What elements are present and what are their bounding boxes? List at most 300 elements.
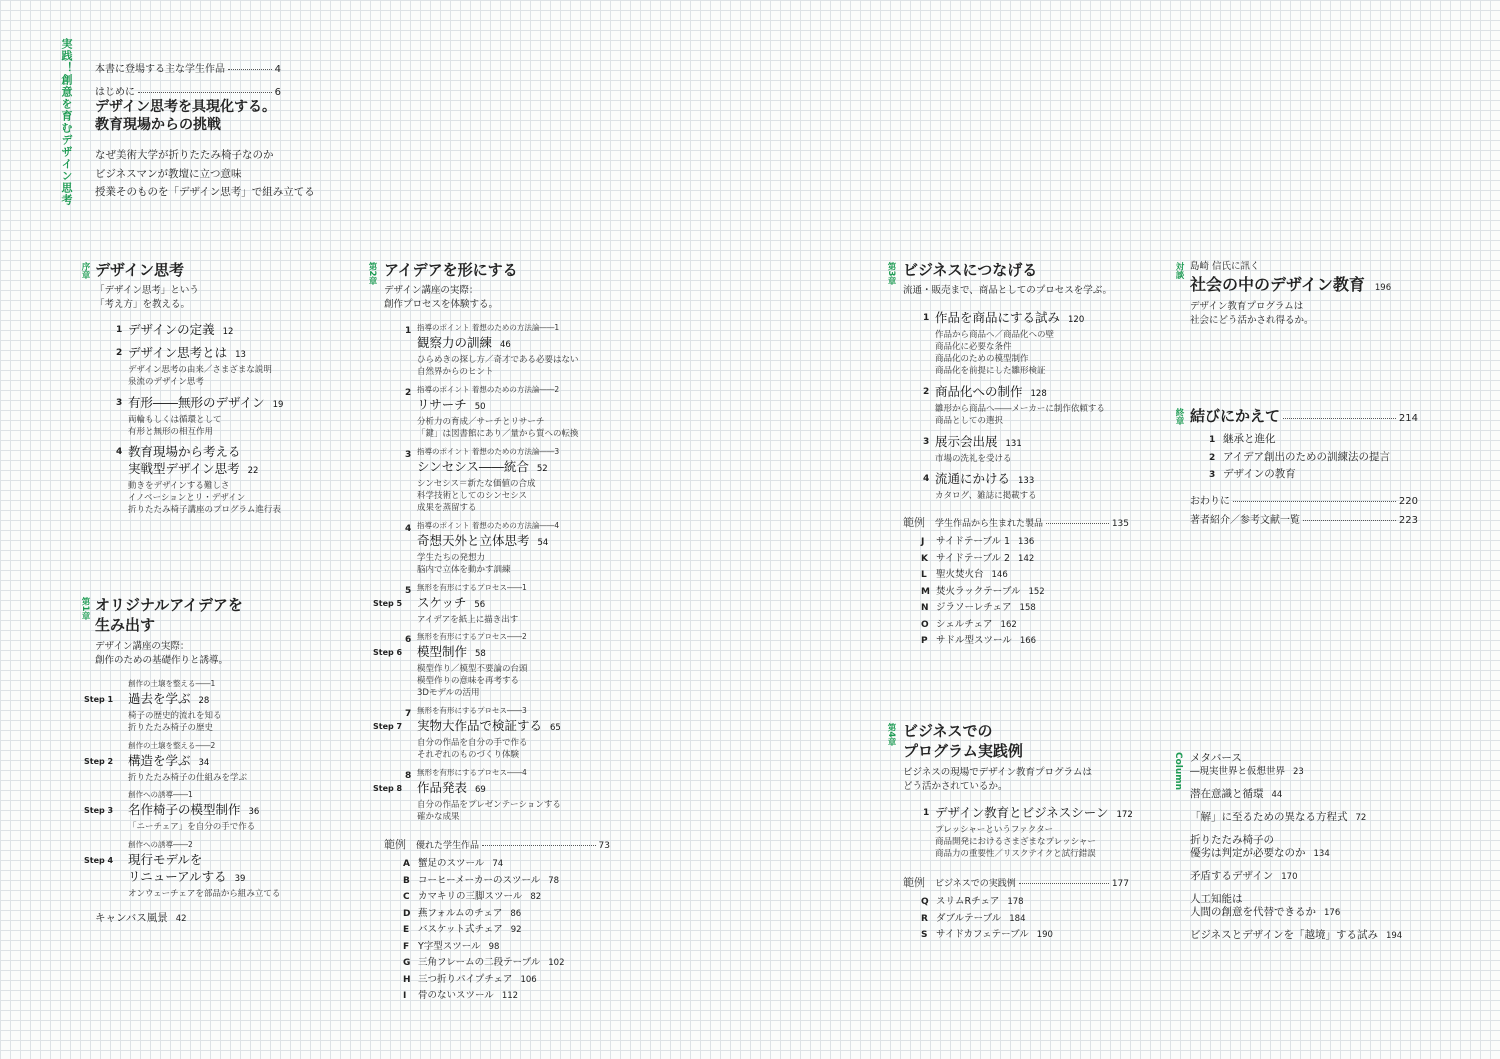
- item-kicker: 創作への誘導――2: [128, 840, 193, 849]
- entry-label: 本書に登場する主な学生作品: [95, 64, 225, 75]
- item-number: 4: [116, 447, 123, 457]
- item-title: アイデア創出のための訓練法の提言: [1223, 450, 1391, 463]
- item-sub: 模型作り／模型不要論の台頭: [417, 664, 528, 674]
- item-sub: オンウェーチェアを部品から組み立てる: [128, 889, 281, 899]
- toc-item[interactable]: [923, 383, 1195, 427]
- column-item[interactable]: [1190, 752, 1402, 779]
- item-kicker: 無形を有形にするプロセス――4: [417, 768, 527, 777]
- item-title: 継承と進化: [1223, 433, 1276, 445]
- item-page: 131: [1005, 439, 1022, 449]
- chapter-title-4[interactable]: [903, 721, 1023, 761]
- item-page: 42: [175, 914, 187, 924]
- toc-item[interactable]: [405, 322, 677, 378]
- item-sub: 科学技術としてのシンセシス: [417, 491, 528, 501]
- work-item[interactable]: [403, 939, 565, 956]
- taidan-page: 196: [1374, 283, 1392, 293]
- item-number: 1: [405, 326, 412, 336]
- item-sub: 商品としての選択: [935, 416, 1004, 426]
- item-title: 構造を学ぶ: [128, 753, 191, 768]
- toc-entry-works[interactable]: [95, 60, 281, 75]
- work-page: 158: [1019, 603, 1036, 613]
- product-works-list: [921, 534, 1045, 650]
- item-page: 120: [1068, 315, 1085, 325]
- item-title: スケッチ: [417, 595, 467, 610]
- item-sub: 成果を蒸留する: [417, 503, 477, 513]
- work-page: 78: [548, 875, 560, 886]
- work-title: 三角フレームの二段テーブル: [418, 957, 541, 968]
- desc-line: 創作のための基礎作りと誘導。: [95, 655, 229, 666]
- work-letter: L: [921, 570, 927, 580]
- work-item[interactable]: [921, 584, 1045, 601]
- hanrei-page: 135: [1111, 519, 1129, 529]
- toc-item[interactable]: [116, 321, 388, 341]
- leader-dots: [482, 845, 596, 846]
- item-sub: 分析力の育成／サーチとリサーチ: [417, 417, 545, 427]
- item-kicker: 創作の土壌を整える――1: [128, 679, 216, 688]
- item-title: 模型制作: [417, 644, 468, 659]
- chapter-label-2: 第2章: [367, 262, 377, 285]
- work-item[interactable]: [921, 927, 1053, 944]
- item-page: 133: [1018, 476, 1035, 486]
- item-page: 56: [474, 600, 486, 610]
- work-page: 142: [1018, 553, 1035, 564]
- leader-dots: [1233, 501, 1396, 502]
- entry-page: 220: [1398, 496, 1418, 507]
- work-item[interactable]: [403, 955, 565, 972]
- leader-dots: [228, 69, 272, 70]
- column-label: Column: [1173, 752, 1183, 791]
- item-title: 現行モデルを: [128, 852, 203, 867]
- leader-dots: [1283, 418, 1396, 419]
- work-item[interactable]: [921, 633, 1045, 650]
- hanrei-mark: 範例: [903, 876, 925, 889]
- desc-line: どう活かされているか。: [903, 781, 1008, 792]
- item-page: 39: [234, 874, 246, 884]
- item-sub: 動きをデザインする難しさ: [128, 481, 230, 491]
- work-page: 136: [1018, 537, 1035, 547]
- desc-line: 流通・販売まで、商品としてのプロセスを学ぶ。: [903, 285, 1113, 296]
- item-sub: ひらめきの探し方／奇才である必要はない: [417, 355, 579, 365]
- item-page: 54: [537, 538, 549, 548]
- shu-items: [1209, 431, 1390, 484]
- item-page: 69: [475, 785, 486, 795]
- intro-title-line: 教育現場からの挑戦: [95, 117, 221, 133]
- work-title: サドル型スツール: [936, 635, 1012, 646]
- shu-title: 結びにかえて: [1190, 407, 1281, 425]
- item-number: 3: [116, 398, 123, 408]
- item-title-2: リニューアルする: [128, 869, 227, 884]
- item-sub: プレッシャーというファクター: [935, 825, 1054, 835]
- step-label: Step 1: [84, 695, 114, 704]
- item-number: 7: [405, 709, 412, 719]
- item-page: 128: [1030, 389, 1047, 399]
- item-number: 8: [405, 771, 412, 781]
- work-item[interactable]: [921, 894, 1053, 911]
- work-item[interactable]: [403, 856, 565, 873]
- work-title: 三つ折りパイプチェア: [418, 973, 513, 985]
- work-page: 190: [1036, 930, 1053, 940]
- column-title: 潜在意識と循環: [1190, 788, 1264, 800]
- step-label: Step 4: [84, 856, 114, 865]
- item-title: キャンバス風景: [95, 912, 168, 924]
- item-title: シンセシス――統合: [417, 459, 529, 474]
- item-sub: 折りたたみ椅子の歴史: [128, 723, 214, 733]
- shu-page: 214: [1398, 413, 1418, 424]
- leader-dots: [1019, 883, 1109, 884]
- shu-item[interactable]: [1209, 431, 1390, 449]
- toc-item[interactable]: [84, 740, 388, 784]
- work-title: 蟹足のスツール: [418, 858, 485, 869]
- work-letter: K: [921, 553, 928, 564]
- column-title-2: ―現実世界と仮想世界: [1190, 766, 1286, 777]
- work-page: 112: [501, 991, 519, 1001]
- desc-line: デザイン講座の実際：: [384, 285, 479, 296]
- work-title: サイドテーブル 2: [936, 552, 1011, 564]
- column-item[interactable]: [1190, 929, 1402, 943]
- item-page: 65: [550, 723, 561, 733]
- item-page: 34: [198, 758, 210, 768]
- item-sub: 商品開発におけるさまざまなプレッシャー: [935, 837, 1096, 847]
- item-title: 名作椅子の模型制作: [128, 802, 241, 817]
- work-page: 146: [991, 570, 1008, 580]
- toc-item[interactable]: [373, 631, 677, 699]
- item-sub: 商品化を前提にした雛形検証: [935, 366, 1046, 376]
- item-sub: 自分の作品を自分の手で作る: [417, 738, 528, 748]
- toc-item[interactable]: [84, 839, 388, 900]
- item-page: 52: [536, 464, 548, 474]
- work-letter: P: [921, 636, 928, 646]
- toc-item[interactable]: [405, 520, 677, 576]
- column-page: 176: [1324, 908, 1341, 918]
- item-title: 作品を商品にする試み: [935, 310, 1061, 325]
- item-title-2: 実戦型デザイン思考: [128, 461, 240, 476]
- item-number: 2: [923, 387, 930, 397]
- toc-item[interactable]: [923, 804, 1195, 860]
- item-kicker: 無形を有形にするプロセス――1: [417, 583, 527, 592]
- item-title: 過去を学ぶ: [128, 691, 191, 706]
- column-item[interactable]: [1190, 834, 1402, 861]
- toc-item[interactable]: [373, 767, 677, 823]
- item-title: 実物大作品で検証する: [417, 718, 543, 733]
- desc-line: 創作プロセスを体験する。: [384, 299, 499, 310]
- column-item[interactable]: [1190, 870, 1402, 884]
- entry-label: おわりに: [1190, 496, 1230, 507]
- entry-page: 6: [274, 87, 281, 98]
- taidan-kicker: 島崎 信氏に訊く: [1190, 261, 1260, 272]
- work-item[interactable]: [403, 922, 565, 939]
- chapter-desc-jo: [95, 284, 199, 312]
- work-item[interactable]: [921, 567, 1045, 584]
- item-kicker: 指導のポイント 着想のための方法論――3: [417, 447, 560, 456]
- shu-item[interactable]: [1209, 449, 1390, 467]
- item-title: 有形――無形のデザイン: [128, 395, 265, 410]
- item-title: 奇想天外と立体思考: [417, 533, 530, 548]
- item-sub: シンセシス＝新たな価値の合成: [417, 479, 536, 489]
- entry-page: 4: [274, 64, 281, 75]
- item-title: デザインの定義: [128, 322, 215, 337]
- work-page: 102: [548, 958, 565, 968]
- work-page: 86: [510, 908, 522, 919]
- toc-item[interactable]: [116, 344, 388, 388]
- column-title: メタバース: [1190, 752, 1242, 764]
- chapter-label-1: 第1章: [80, 597, 90, 620]
- work-page: 92: [510, 925, 522, 935]
- item-page: 28: [198, 696, 210, 706]
- item-sub: 商品力の重要性／リスクテイクと試行錯誤: [935, 849, 1096, 859]
- work-item[interactable]: [403, 873, 565, 890]
- item-number: 1: [923, 808, 930, 818]
- item-sub: 自然界からのヒント: [417, 367, 494, 377]
- item-sub: 雛形から商品へ――メーカーに制作依頼する: [935, 404, 1105, 414]
- item-sub: 作品から商品へ／商品化への壁: [935, 330, 1055, 340]
- toc-item[interactable]: [84, 678, 388, 734]
- entry-label: はじめに: [95, 87, 135, 98]
- work-title: バスケット式チェア: [418, 924, 503, 935]
- entry-label: 著者紹介／参考文献一覧: [1190, 515, 1300, 526]
- business-works-list: [921, 894, 1053, 944]
- item-title: リサーチ: [417, 397, 467, 412]
- chapter-label-3: 第3章: [886, 262, 896, 285]
- work-title: ダブルテーブル: [936, 912, 1002, 924]
- item-sub: 自分の作品をプレゼンテーションする: [417, 800, 561, 810]
- work-title: Y字型スツール: [418, 940, 481, 952]
- book-title: 実践！創意を育むデザイン思考: [60, 38, 73, 206]
- leader-dots: [138, 92, 272, 93]
- item-number: 3: [923, 437, 930, 447]
- work-letter: A: [403, 859, 410, 869]
- item-page: 13: [235, 350, 246, 360]
- step-label: Step 2: [84, 757, 114, 766]
- item-sub: 折りたたみ椅子講座のプログラム進行表: [128, 505, 281, 515]
- chapter-title-3[interactable]: ビジネスにつなげる: [903, 261, 1038, 279]
- work-item[interactable]: [403, 889, 565, 906]
- item-sub: 3Dモデルの活用: [417, 688, 480, 698]
- column-page: 72: [1355, 813, 1367, 823]
- work-title: ジラソーレチェア: [936, 602, 1012, 613]
- column-title: 矛盾するデザイン: [1190, 870, 1274, 882]
- chapter-title-2[interactable]: アイデアを形にする: [384, 261, 518, 279]
- intro-title: [95, 98, 276, 134]
- item-kicker: 無形を有形にするプロセス――2: [417, 632, 527, 641]
- item-sub: 両輪もしくは循環として: [128, 415, 222, 425]
- item-page: 50: [474, 402, 486, 412]
- toc-item[interactable]: [923, 309, 1195, 377]
- desc-line: デザイン教育プログラムは: [1190, 301, 1304, 312]
- toc-item[interactable]: [923, 470, 1195, 502]
- column-title: ビジネスとデザインを「越境」する試み: [1190, 929, 1378, 941]
- work-letter: B: [403, 875, 410, 886]
- item-number: 2: [405, 388, 412, 398]
- work-item[interactable]: [921, 551, 1045, 568]
- taidan-desc: [1190, 300, 1314, 328]
- item-sub: 脳内で立体を動かす訓練: [417, 565, 511, 575]
- toc-item[interactable]: [116, 394, 388, 438]
- chapter-desc-1: [95, 640, 228, 668]
- column-page: 134: [1313, 849, 1330, 859]
- chapter-title-line: 生み出す: [95, 616, 156, 634]
- work-item[interactable]: [403, 906, 565, 923]
- toc-item[interactable]: [405, 446, 677, 514]
- item-number: 3: [405, 450, 412, 460]
- column-item[interactable]: [1190, 811, 1402, 825]
- toc-item[interactable]: [373, 705, 677, 761]
- work-letter: Q: [921, 897, 929, 907]
- work-item[interactable]: [921, 534, 1045, 551]
- desc-line: 社会にどう活かされ得るか。: [1190, 315, 1314, 326]
- item-title: デザイン教育とビジネスシーン: [935, 805, 1109, 820]
- work-letter: I: [403, 991, 407, 1001]
- work-item[interactable]: [921, 911, 1053, 928]
- taidan-label: 対談: [1174, 262, 1184, 279]
- taidan-title[interactable]: [1190, 275, 1391, 298]
- chapter-title-1[interactable]: [95, 595, 243, 635]
- item-sub: アイデアを紙上に描き出す: [417, 615, 519, 625]
- column-item[interactable]: [1190, 788, 1402, 802]
- item-page: 172: [1116, 810, 1133, 820]
- intro-line[interactable]: 授業そのものを「デザイン思考」で組み立てる: [95, 186, 315, 198]
- hanrei-header[interactable]: [384, 836, 610, 852]
- work-letter: D: [403, 908, 411, 919]
- step-label: Step 7: [373, 722, 403, 731]
- chapter-title-line: プログラム実践例: [903, 742, 1023, 760]
- column-title-2: 人間の創意を代替できるか: [1190, 906, 1316, 918]
- work-title: サイドカフェテーブル: [936, 929, 1029, 940]
- column-title: 折りたたみ椅子の: [1190, 834, 1274, 846]
- work-letter: O: [921, 619, 929, 630]
- item-number: 6: [405, 635, 412, 645]
- item-sub: カタログ、雑誌に掲載する: [935, 491, 1037, 501]
- chapter-label-shu: 終章: [1174, 408, 1184, 425]
- hanrei-page: 177: [1111, 879, 1129, 889]
- item-title: 流通にかける: [935, 471, 1011, 486]
- column-title-2: 優劣は判定が必要なのか: [1190, 847, 1306, 859]
- intro-line[interactable]: なぜ美術大学が折りたたみ椅子なのか: [95, 149, 274, 161]
- desc-line: 「考え方」を教える。: [95, 299, 191, 310]
- desc-line: デザイン講座の実際：: [95, 641, 190, 652]
- toc-item-canvas[interactable]: [95, 912, 355, 925]
- chapter-label-4: 第4章: [886, 723, 896, 746]
- work-title: コーヒーメーカーのスツール: [418, 874, 541, 886]
- work-item[interactable]: [403, 972, 565, 989]
- item-page: 46: [500, 340, 511, 350]
- work-letter: N: [921, 603, 929, 613]
- column-title: 人工知能は: [1190, 893, 1243, 905]
- work-letter: S: [921, 930, 928, 940]
- item-number: 4: [405, 524, 412, 534]
- item-number: 3: [1209, 470, 1216, 480]
- chapter-title-jo[interactable]: デザイン思考: [95, 261, 184, 279]
- step-label: Step 3: [84, 806, 114, 815]
- intro-line[interactable]: ビジネスマンが教壇に立つ意味: [95, 167, 242, 180]
- item-number: 2: [1209, 452, 1216, 463]
- work-title: 燕フォルムのチェア: [418, 907, 503, 919]
- column-item[interactable]: [1190, 893, 1402, 920]
- hanrei-label: ビジネスでの実践例: [935, 879, 1016, 889]
- work-letter: G: [403, 958, 411, 968]
- item-sub: 「ニーチェア」を自分の手で作る: [128, 822, 256, 832]
- step-label: Step 8: [373, 784, 403, 793]
- work-title: 骨のないスツール: [418, 990, 494, 1001]
- work-letter: M: [921, 586, 930, 597]
- item-sub: 市場の洗礼を受ける: [935, 454, 1012, 464]
- shu-item[interactable]: [1209, 466, 1390, 484]
- toc-item[interactable]: [116, 443, 388, 516]
- item-title: デザインの教育: [1223, 468, 1296, 480]
- work-title: スリムRチェア: [936, 896, 1000, 907]
- item-sub: イノベーションとリ・デザイン: [128, 493, 246, 503]
- item-sub: デザイン思考の由来／さまざまな説明: [128, 365, 272, 375]
- work-letter: F: [403, 941, 410, 952]
- work-page: 152: [1028, 586, 1045, 597]
- toc-item[interactable]: [405, 384, 677, 440]
- work-page: 166: [1019, 636, 1037, 646]
- hanrei-page: 73: [598, 841, 610, 851]
- chapter-desc-4: [903, 766, 1092, 794]
- hanrei-header[interactable]: [903, 514, 1129, 530]
- column-page: 194: [1385, 931, 1403, 941]
- work-letter: C: [403, 892, 410, 902]
- chapter-desc-2: [384, 284, 498, 312]
- item-page: 12: [222, 327, 234, 337]
- item-title: 作品発表: [417, 780, 468, 795]
- item-sub: それぞれのものづくり体験: [417, 750, 520, 760]
- hanrei-header[interactable]: [903, 874, 1129, 890]
- work-title: 焚火ラックテーブル: [936, 585, 1021, 597]
- item-sub: 泉流のデザイン思考: [128, 377, 204, 387]
- toc-entry-author[interactable]: [1190, 511, 1418, 526]
- item-page: 22: [247, 466, 259, 476]
- work-title: シェルチェア: [936, 618, 993, 630]
- work-letter: H: [403, 974, 411, 985]
- item-number: 4: [923, 474, 930, 484]
- work-item[interactable]: [921, 617, 1045, 634]
- column-page: 44: [1271, 790, 1283, 800]
- column-page: 23: [1293, 767, 1304, 777]
- work-page: 106: [520, 974, 537, 985]
- toc-entry-hajimeni[interactable]: [95, 83, 281, 98]
- toc-item[interactable]: [373, 582, 677, 626]
- work-item[interactable]: [921, 600, 1045, 617]
- work-item[interactable]: [403, 988, 565, 1005]
- work-title: 聖火焚火台: [936, 569, 984, 580]
- toc-item[interactable]: [923, 433, 1195, 465]
- item-kicker: 指導のポイント 着想のための方法論――2: [417, 385, 560, 394]
- step-label: Step 5: [373, 599, 403, 608]
- item-number: 1: [923, 313, 930, 323]
- toc-item[interactable]: [84, 789, 388, 833]
- hanrei-mark: 範例: [384, 838, 406, 851]
- chapter-title-shu[interactable]: [1190, 405, 1418, 426]
- hanrei-mark: 範例: [903, 516, 925, 529]
- item-sub: 商品化のための模型制作: [935, 354, 1029, 364]
- work-page: 98: [488, 941, 500, 952]
- item-title: 観察力の訓練: [417, 335, 493, 350]
- column-list: [1190, 752, 1402, 943]
- item-sub: 模型作りの意味を再考する: [417, 676, 520, 686]
- item-page: 58: [475, 649, 486, 659]
- item-title: 展示会出展: [935, 434, 998, 449]
- work-letter: E: [403, 925, 410, 935]
- item-sub: 学生たちの発想力: [417, 553, 486, 563]
- chapter-title-line: オリジナルアイデアを: [95, 596, 243, 614]
- chapter-title-line: ビジネスでの: [903, 722, 993, 740]
- work-page: 74: [492, 859, 504, 869]
- taidan-title-text: 社会の中のデザイン教育: [1190, 275, 1365, 294]
- work-letter: R: [921, 913, 928, 924]
- item-kicker: 無形を有形にするプロセス――3: [417, 706, 527, 715]
- toc-entry-owarini[interactable]: [1190, 492, 1418, 507]
- item-page: 19: [272, 400, 284, 410]
